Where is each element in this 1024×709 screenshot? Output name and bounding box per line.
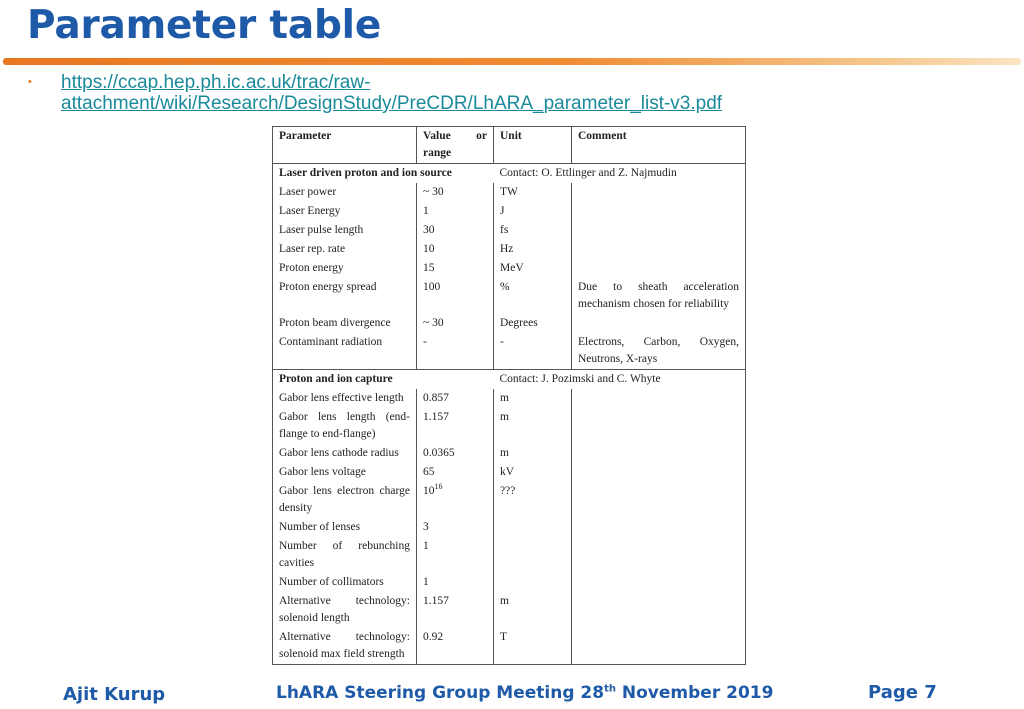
param-cell: Proton energy spread [273,278,417,314]
value-cell: ~ 30 [417,314,494,333]
footer-meeting [276,683,773,703]
unit-cell: TW [494,183,572,202]
param-cell: Laser power [273,183,417,202]
value-cell: 1 [417,537,494,573]
value-cell: 1.157 [417,592,494,628]
table-row [273,389,746,408]
link-line-2[interactable]: attachment/wiki/Research/DesignStudy/PreCDR/LhARA_parameter_list-v3.pdf [61,93,723,114]
unit-cell: J [494,202,572,221]
comment-cell [572,444,746,463]
value-cell: 3 [417,518,494,537]
value-cell: 1 [417,202,494,221]
header-unit: Unit [494,127,572,164]
value-cell: 0.92 [417,628,494,665]
meeting-ordinal: th [604,683,616,695]
comment-cell [572,592,746,628]
title-divider [3,58,1021,65]
unit-cell: MeV [494,259,572,278]
comment-cell [572,482,746,518]
param-cell: Proton beam divergence [273,314,417,333]
comment-cell [572,408,746,444]
comment-cell [572,463,746,482]
value-cell [417,482,494,518]
value-cell: 30 [417,221,494,240]
comment-cell [572,221,746,240]
section-header-row [273,164,746,184]
unit-cell: Degrees [494,314,572,333]
table-row [273,259,746,278]
unit-cell [494,573,572,592]
meeting-suffix: November 2019 [615,683,774,703]
table-row [273,314,746,333]
comment-cell [572,183,746,202]
table-row [273,221,746,240]
parameter-list-link[interactable] [61,72,821,114]
unit-cell: kV [494,463,572,482]
comment-cell [572,573,746,592]
value-cell: 1.157 [417,408,494,444]
table-row [273,240,746,259]
value-cell: ~ 30 [417,183,494,202]
unit-cell [494,518,572,537]
comment-cell [572,259,746,278]
param-cell: Gabor lens voltage [273,463,417,482]
value-cell: 0.0365 [417,444,494,463]
param-cell: Gabor lens effective length [273,389,417,408]
section-name: Laser driven proton and ion source [273,164,417,184]
value-cell: 10 [417,240,494,259]
unit-cell: % [494,278,572,314]
table-row [273,518,746,537]
param-cell: Number of collimators [273,573,417,592]
param-cell: Alternative technology: solenoid length [273,592,417,628]
param-cell: Gabor lens electron charge density [273,482,417,518]
table-row [273,463,746,482]
param-cell: Laser Energy [273,202,417,221]
footer-author: Ajit Kurup [63,684,166,705]
comment-cell [572,628,746,665]
table-row [273,408,746,444]
param-cell: Number of rebunching cavities [273,537,417,573]
unit-cell: Hz [494,240,572,259]
unit-cell: m [494,444,572,463]
unit-cell: m [494,592,572,628]
section-header-row [273,370,746,390]
header-value: Value or range [417,127,494,164]
param-cell: Alternative technology: solenoid max field strength [273,628,417,665]
table-row [273,444,746,463]
value-cell: 65 [417,463,494,482]
bullet-icon: • [28,76,32,88]
unit-cell: - [494,333,572,370]
param-cell: Contaminant radiation [273,333,417,370]
value-cell: 15 [417,259,494,278]
param-cell: Proton energy [273,259,417,278]
value-cell: 0.857 [417,389,494,408]
slide-title: Parameter table [27,3,382,48]
meeting-prefix: LhARA Steering Group Meeting 28 [276,683,605,703]
value-exponent: 16 [434,482,443,492]
table-row [273,333,746,370]
table-header-row [273,127,746,164]
table-row [273,183,746,202]
table-row [273,573,746,592]
table-row [273,202,746,221]
unit-cell: m [494,389,572,408]
section-contact: Contact: O. Ettlinger and Z. Najmudin [494,164,746,184]
table-row [273,278,746,314]
param-cell: Gabor lens length (end-flange to end-flange) [273,408,417,444]
value-cell: 1 [417,573,494,592]
unit-cell: ??? [494,482,572,518]
header-comment: Comment [572,127,746,164]
header-parameter: Parameter [273,127,417,164]
param-cell: Number of lenses [273,518,417,537]
section-contact: Contact: J. Pozimski and C. Whyte [494,370,746,390]
comment-cell [572,240,746,259]
unit-cell [494,537,572,573]
unit-cell: m [494,408,572,444]
unit-cell: T [494,628,572,665]
value-cell: 100 [417,278,494,314]
comment-cell [572,518,746,537]
page-number: Page 7 [868,682,937,703]
table-row [273,482,746,518]
param-cell: Gabor lens cathode radius [273,444,417,463]
table-row [273,592,746,628]
comment-cell [572,537,746,573]
comment-cell [572,389,746,408]
comment-cell: Due to sheath acceleration mechanism chosen for reliability [572,278,746,314]
unit-cell: fs [494,221,572,240]
param-cell: Laser rep. rate [273,240,417,259]
section-name: Proton and ion capture [273,370,417,390]
param-cell: Laser pulse length [273,221,417,240]
value-cell: - [417,333,494,370]
link-line-1[interactable]: https://ccap.hep.ph.ic.ac.uk/trac/raw- [61,72,371,93]
comment-cell: Electrons, Carbon, Oxygen, Neutrons, X-rays [572,333,746,370]
value-base: 10 [423,485,435,497]
table-row [273,537,746,573]
comment-cell [572,202,746,221]
table-row [273,628,746,665]
parameter-table [272,126,746,665]
comment-cell [572,314,746,333]
